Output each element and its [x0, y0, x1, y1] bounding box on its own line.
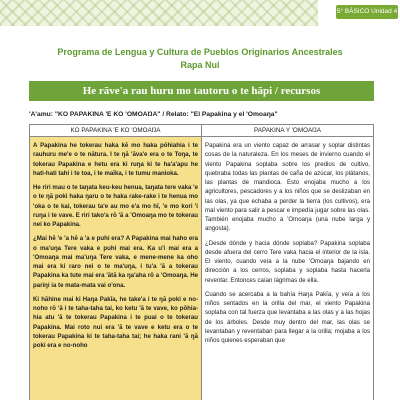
rapanui-paragraph: A Papakina he tokerau haka kē mo haka pōhiahia i te rauhuru me'e o te nātura. I te ŋā 'āva'e era o te Toŋa, te tokerau Papakina e hetu era ki ruŋa ki te ha'a'apu he hati-hati tahi i te toa, i te maīka, i te tumu manioka. — [33, 142, 198, 177]
header-pattern-band — [0, 0, 318, 26]
spanish-text-column — [202, 137, 373, 400]
rapanui-text-column — [30, 137, 202, 400]
rapanui-column-header: KO PAPAKINA 'E KO 'OMOAŊA — [30, 125, 202, 136]
program-title: Programa de Lengua y Cultura de Pueblos Originarios Ancestrales — [57, 47, 343, 57]
rapanui-paragraph: ¿Mai hē 'e 'a hē a 'a e puhi era? A Papakina mai haho era o ma'uŋa Tere vaka e puhi mai era. Ka u'i mai era a 'Omoaŋa mai ma'uŋa Tere vaka, e mene-mene ka oho mai era ki raro nei o te ma'uŋa, i tu'a 'ā a tokerau Papakina ka tute mai era 'ātā ka ŋa'aha rō a 'Omoaŋa. He pariŋi ia te mata-mata vai o'ona. — [33, 235, 198, 289]
grade-badge — [318, 0, 400, 26]
grade-label: 5° BÁSICO Unidad 4 — [336, 5, 398, 19]
spanish-paragraph: ¿Desde dónde y hacia dónde soplaba? Papakina soplaba desde afuera del cerro Tere vaka hacia el interior de la isla. El viento, cuando veía a la nube 'Omoaŋa bajando en dirección a los cerros, soplaba y soplaba hasta hacerla reventar. Entonces caían lágrimas de ella. — [205, 239, 370, 284]
spanish-paragraph: Papakina era un viento capaz de arrasar y soplar distintas cosas de la naturaleza. En los meses de invierno cuando el viento Papakina soplaba sobre los predios de cultivo, quebraba todas las plantas de caña de azúcar, los plátanos, las plantas de mandioca. Esto enojaba mucho a los agricultores, pescadores y a los niños que se deslizaban en las olas, ya que echaba a perder la tierra (los cultivos), era mal viento para salir a pescar e impedía jugar sobre las olas. También enojaba mucho a 'Omoaŋa (una nube larga y angosta). — [205, 142, 370, 233]
spanish-column-header: PAPAKINA Y 'OMOAŊA — [254, 127, 321, 134]
spanish-paragraph: Cuando se acercaba a la bahía Haŋa Pakīa, y veía a los niños sentados en la orilla del mar, el viento Papakina soplaba con tal fuerza que levantaba a las olas y a las hojas de los árboles. Desde muy dentro del mar, las olas se levantaban y reventaban para llegar a la orilla; mojaba a los niños quienes esperaban que — [205, 290, 370, 344]
rapanui-paragraph: He riri mau o te taŋata keu-keu henua, taŋata tere vaka 'e o te ŋā poki haka ŋaru o te haka rake-rake i te henua mo 'oka o te kai, tokerau ta'e au mo e'a mo hī, 'e mo kori 'i ruŋa i te vave. E riri tako'a rō 'ā a 'Omoaŋa mo te tokerau nei ko Papakina. — [33, 184, 198, 228]
bilingual-text-table — [29, 124, 374, 400]
rapanui-paragraph: Ki hāhine mai ki Haŋa Pakīa, he take'a i te ŋā poki e no-noho rō 'ā i te taha-taha tai, ko ketu 'ā te vave, ko pōhia-hia atu 'ā te tokerau Papakina i te puai o te tokerau Papakina. Mai roto nui era 'ā te vave e ketu era o te tokerau Papakina ki te taha-taha tai; he haka rani 'ā ŋā poki era e no-noho — [33, 295, 198, 349]
program-subtitle: Rapa Nui — [180, 60, 220, 70]
story-title: 'A'amu: "KO PAPAKINA 'E KO 'OMOAŊA" / Relato: "El Papakina y el 'Omoaŋa" — [29, 111, 278, 118]
section-title: He rāve'a rau huru mo tautoru o te hāpi / recursos — [29, 81, 374, 101]
table-header-row — [30, 125, 373, 137]
table-body — [30, 137, 373, 400]
